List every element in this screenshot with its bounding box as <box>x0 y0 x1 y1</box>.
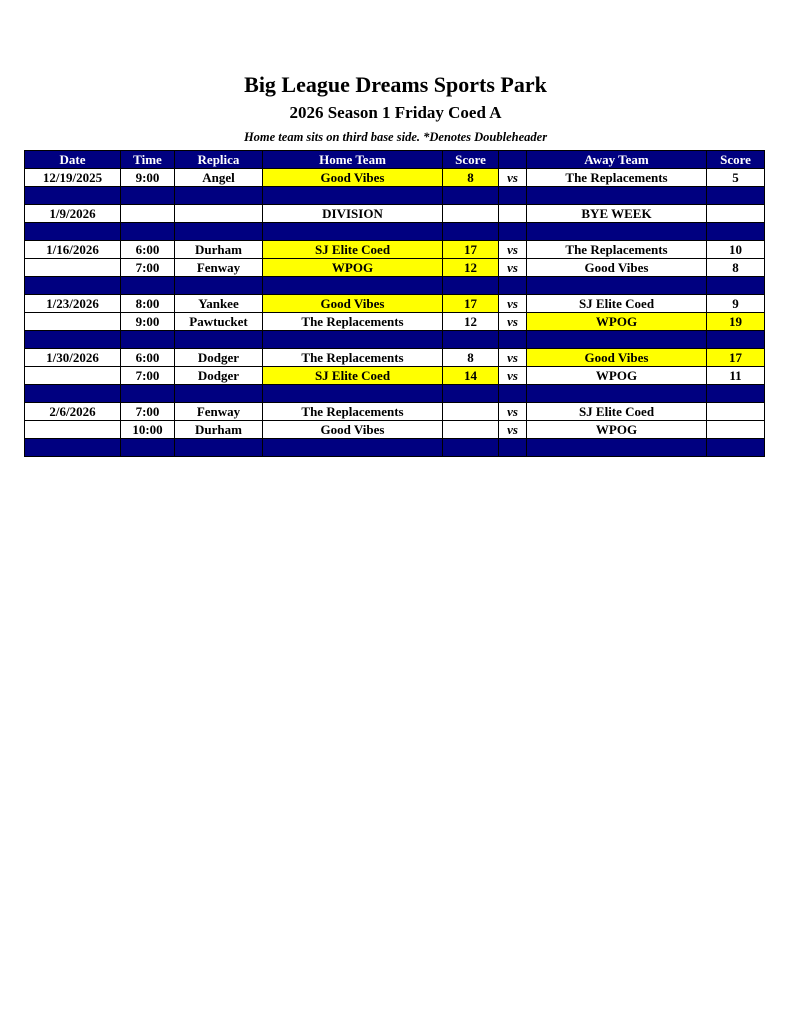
cell-away-score: 5 <box>707 169 765 187</box>
separator-cell <box>499 277 527 295</box>
cell-away-team: The Replacements <box>527 241 707 259</box>
table-row <box>25 205 765 223</box>
cell-vs: vs <box>499 367 527 385</box>
separator-cell <box>443 277 499 295</box>
cell-date: 1/30/2026 <box>25 349 121 367</box>
cell-away-score: 10 <box>707 241 765 259</box>
col-header-vs <box>499 151 527 169</box>
separator-cell <box>527 385 707 403</box>
separator-cell <box>121 223 175 241</box>
separator-cell <box>707 385 765 403</box>
cell-away-team: The Replacements <box>527 169 707 187</box>
separator-cell <box>443 331 499 349</box>
cell-date <box>25 259 121 277</box>
cell-replica: Angel <box>175 169 263 187</box>
cell-away-score: 9 <box>707 295 765 313</box>
cell-replica: Fenway <box>175 259 263 277</box>
cell-home-team: The Replacements <box>263 313 443 331</box>
table-row <box>25 367 765 385</box>
separator-cell <box>443 187 499 205</box>
separator-cell <box>121 277 175 295</box>
separator-cell <box>25 223 121 241</box>
separator-cell <box>527 187 707 205</box>
cell-time: 8:00 <box>121 295 175 313</box>
separator-row <box>25 223 765 241</box>
cell-away-team: WPOG <box>527 313 707 331</box>
cell-vs: vs <box>499 241 527 259</box>
cell-replica: Pawtucket <box>175 313 263 331</box>
schedule-note: Home team sits on third base side. *Denotes Doubleheader <box>243 130 548 144</box>
season-subtitle: 2026 Season 1 Friday Coed A <box>289 103 502 122</box>
cell-away-score: 8 <box>707 259 765 277</box>
cell-time: 9:00 <box>121 169 175 187</box>
cell-replica: Dodger <box>175 349 263 367</box>
cell-date <box>25 367 121 385</box>
cell-home-score: 12 <box>443 313 499 331</box>
separator-cell <box>707 439 765 457</box>
cell-home-team: SJ Elite Coed <box>263 367 443 385</box>
cell-home-score: 12 <box>443 259 499 277</box>
cell-vs: vs <box>499 259 527 277</box>
cell-time: 6:00 <box>121 241 175 259</box>
cell-home-team: SJ Elite Coed <box>263 241 443 259</box>
col-header-time: Time <box>121 151 175 169</box>
cell-time: 7:00 <box>121 259 175 277</box>
cell-replica: Fenway <box>175 403 263 421</box>
separator-row <box>25 439 765 457</box>
separator-cell <box>527 223 707 241</box>
table-row <box>25 421 765 439</box>
cell-time: 7:00 <box>121 367 175 385</box>
separator-cell <box>263 223 443 241</box>
cell-date: 2/6/2026 <box>25 403 121 421</box>
cell-home-score <box>443 421 499 439</box>
cell-home-team: WPOG <box>263 259 443 277</box>
table-header-row <box>25 151 765 169</box>
cell-away-team: Good Vibes <box>527 349 707 367</box>
cell-away-team: Good Vibes <box>527 259 707 277</box>
separator-cell <box>499 439 527 457</box>
cell-vs: vs <box>499 295 527 313</box>
table-row <box>25 169 765 187</box>
cell-vs: vs <box>499 403 527 421</box>
separator-cell <box>25 439 121 457</box>
cell-date: 12/19/2025 <box>25 169 121 187</box>
separator-cell <box>263 331 443 349</box>
table-row <box>25 295 765 313</box>
cell-date <box>25 313 121 331</box>
col-header-home-score: Score <box>443 151 499 169</box>
separator-row <box>25 187 765 205</box>
col-header-away-team: Away Team <box>527 151 707 169</box>
table-row <box>25 259 765 277</box>
separator-cell <box>707 187 765 205</box>
cell-date: 1/23/2026 <box>25 295 121 313</box>
separator-row <box>25 277 765 295</box>
cell-date: 1/9/2026 <box>25 205 121 223</box>
separator-row <box>25 385 765 403</box>
separator-cell <box>175 385 263 403</box>
cell-home-score: 14 <box>443 367 499 385</box>
separator-cell <box>499 187 527 205</box>
separator-cell <box>527 277 707 295</box>
separator-row <box>25 331 765 349</box>
col-header-replica: Replica <box>175 151 263 169</box>
cell-away-team: WPOG <box>527 421 707 439</box>
separator-cell <box>263 187 443 205</box>
cell-home-score: 17 <box>443 295 499 313</box>
col-header-away-score: Score <box>707 151 765 169</box>
separator-cell <box>25 187 121 205</box>
separator-cell <box>175 439 263 457</box>
separator-cell <box>707 277 765 295</box>
col-header-home-team: Home Team <box>263 151 443 169</box>
separator-cell <box>443 439 499 457</box>
cell-home-team: Good Vibes <box>263 169 443 187</box>
cell-vs: vs <box>499 349 527 367</box>
cell-home-score: 8 <box>443 169 499 187</box>
cell-time: 9:00 <box>121 313 175 331</box>
table-row <box>25 403 765 421</box>
separator-cell <box>175 223 263 241</box>
table-row <box>25 313 765 331</box>
cell-home-score <box>443 205 499 223</box>
cell-replica: Durham <box>175 421 263 439</box>
cell-date: 1/16/2026 <box>25 241 121 259</box>
separator-cell <box>443 385 499 403</box>
separator-cell <box>527 439 707 457</box>
separator-cell <box>527 331 707 349</box>
cell-vs: vs <box>499 313 527 331</box>
cell-away-team: BYE WEEK <box>527 205 707 223</box>
cell-away-score <box>707 421 765 439</box>
cell-replica: Durham <box>175 241 263 259</box>
page-title: Big League Dreams Sports Park <box>244 72 547 97</box>
separator-cell <box>121 385 175 403</box>
cell-away-score: 19 <box>707 313 765 331</box>
cell-vs: vs <box>499 169 527 187</box>
cell-date <box>25 421 121 439</box>
separator-cell <box>263 277 443 295</box>
separator-cell <box>707 223 765 241</box>
cell-away-score: 11 <box>707 367 765 385</box>
cell-vs <box>499 205 527 223</box>
cell-home-team: The Replacements <box>263 349 443 367</box>
cell-home-team: Good Vibes <box>263 295 443 313</box>
cell-home-team: The Replacements <box>263 403 443 421</box>
separator-cell <box>707 331 765 349</box>
separator-cell <box>25 385 121 403</box>
separator-cell <box>121 187 175 205</box>
schedule-table <box>24 150 765 457</box>
cell-home-score: 17 <box>443 241 499 259</box>
cell-time <box>121 205 175 223</box>
separator-cell <box>121 331 175 349</box>
separator-cell <box>499 385 527 403</box>
cell-vs: vs <box>499 421 527 439</box>
cell-away-score <box>707 205 765 223</box>
separator-cell <box>25 277 121 295</box>
separator-cell <box>263 439 443 457</box>
separator-cell <box>175 277 263 295</box>
cell-away-team: SJ Elite Coed <box>527 295 707 313</box>
cell-replica: Yankee <box>175 295 263 313</box>
cell-away-team: WPOG <box>527 367 707 385</box>
cell-away-score <box>707 403 765 421</box>
separator-cell <box>175 331 263 349</box>
table-row <box>25 241 765 259</box>
cell-home-team: DIVISION <box>263 205 443 223</box>
separator-cell <box>499 331 527 349</box>
cell-time: 7:00 <box>121 403 175 421</box>
separator-cell <box>175 187 263 205</box>
cell-home-score <box>443 403 499 421</box>
cell-replica: Dodger <box>175 367 263 385</box>
separator-cell <box>443 223 499 241</box>
cell-home-team: Good Vibes <box>263 421 443 439</box>
separator-cell <box>25 331 121 349</box>
separator-cell <box>499 223 527 241</box>
cell-away-team: SJ Elite Coed <box>527 403 707 421</box>
table-row <box>25 349 765 367</box>
col-header-date: Date <box>25 151 121 169</box>
separator-cell <box>263 385 443 403</box>
cell-home-score: 8 <box>443 349 499 367</box>
cell-replica <box>175 205 263 223</box>
cell-time: 10:00 <box>121 421 175 439</box>
separator-cell <box>121 439 175 457</box>
cell-time: 6:00 <box>121 349 175 367</box>
cell-away-score: 17 <box>707 349 765 367</box>
